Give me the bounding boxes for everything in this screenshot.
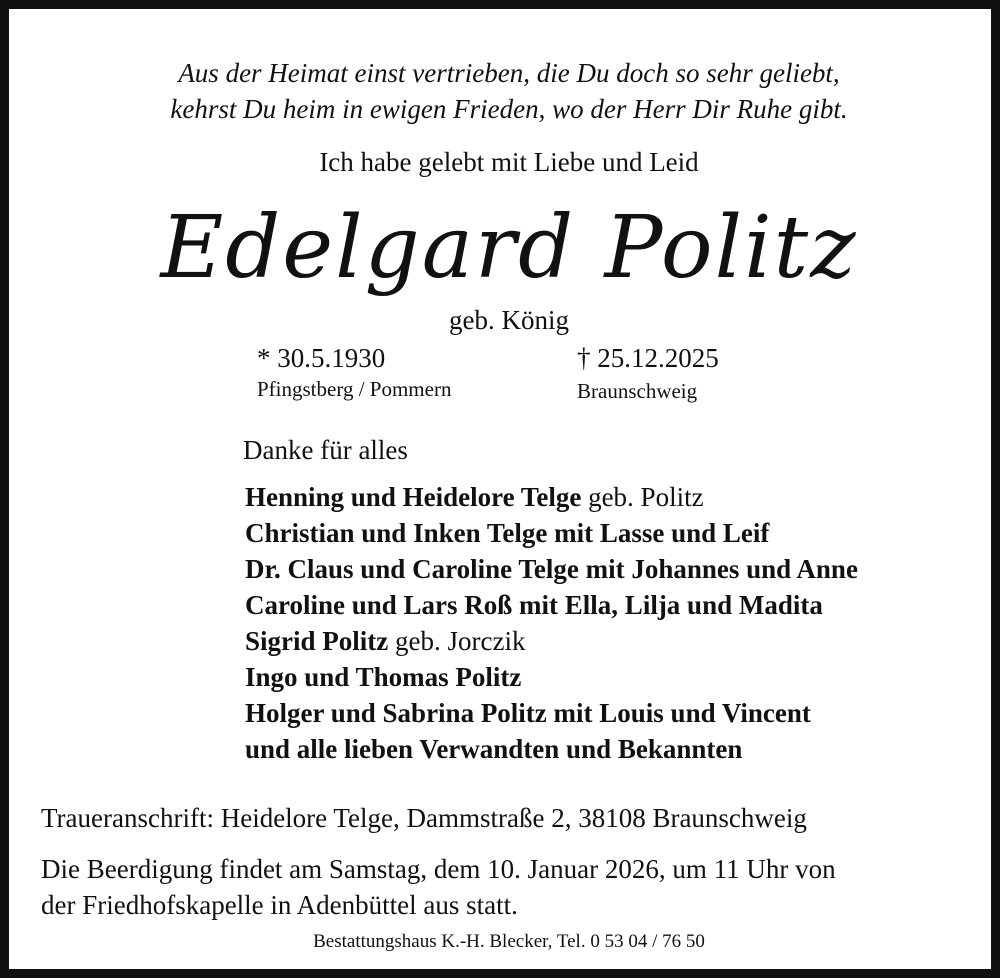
deceased-name: Edelgard Politz bbox=[160, 198, 858, 298]
mourner-line bbox=[245, 731, 858, 767]
verse-line-2: kehrst Du heim in ewigen Frieden, wo der Herr Dir Ruhe gibt. bbox=[170, 94, 848, 124]
mourner-name: Christian und Inken Telge mit Lasse und Leif bbox=[245, 518, 770, 548]
mourner-line bbox=[245, 479, 858, 515]
undertaker-line: Bestattungshaus K.-H. Blecker, Tel. 0 53 04 / 76 50 bbox=[313, 931, 705, 952]
mourner-line bbox=[245, 515, 858, 551]
mourner-name: Caroline und Lars Roß mit Ella, Lilja und Madita bbox=[245, 590, 823, 620]
mourner-name: und alle lieben Verwandten und Bekannten bbox=[245, 734, 743, 764]
birth-place: Pfingstberg / Pommern bbox=[257, 377, 452, 401]
thanks-text: Danke für alles bbox=[243, 435, 408, 465]
mourner-line bbox=[245, 551, 858, 587]
funeral-line-2: der Friedhofskapelle in Adenbüttel aus statt. bbox=[41, 890, 518, 920]
mourner-note: geb. Politz bbox=[581, 482, 704, 512]
funeral-line-1: Die Beerdigung findet am Samstag, dem 10. Januar 2026, um 11 Uhr von bbox=[41, 854, 836, 884]
verse-line-1: Aus der Heimat einst vertrieben, die Du doch so sehr geliebt, bbox=[178, 58, 840, 88]
mourner-name: Dr. Claus und Caroline Telge mit Johannes und Anne bbox=[245, 554, 858, 584]
mourner-name: Holger und Sabrina Politz mit Louis und Vincent bbox=[245, 698, 811, 728]
mourner-line bbox=[245, 659, 858, 695]
death-date: † 25.12.2025 bbox=[577, 343, 719, 373]
mourners-list bbox=[245, 479, 858, 767]
mourner-name: Sigrid Politz bbox=[245, 626, 389, 656]
death-place: Braunschweig bbox=[577, 379, 698, 403]
mourner-name: Ingo und Thomas Politz bbox=[245, 662, 522, 692]
birth-date: * 30.5.1930 bbox=[257, 343, 386, 373]
mourner-note: geb. Jorczik bbox=[388, 626, 526, 656]
mourner-line bbox=[245, 587, 858, 623]
mourner-line bbox=[245, 695, 858, 731]
mourner-line bbox=[245, 623, 858, 659]
maiden-name: geb. König bbox=[449, 305, 569, 335]
mourner-name: Henning und Heidelore Telge bbox=[245, 482, 582, 512]
mourning-address: Traueranschrift: Heidelore Telge, Dammstraße 2, 38108 Braunschweig bbox=[41, 803, 807, 833]
motto: Ich habe gelebt mit Liebe und Leid bbox=[319, 147, 699, 177]
